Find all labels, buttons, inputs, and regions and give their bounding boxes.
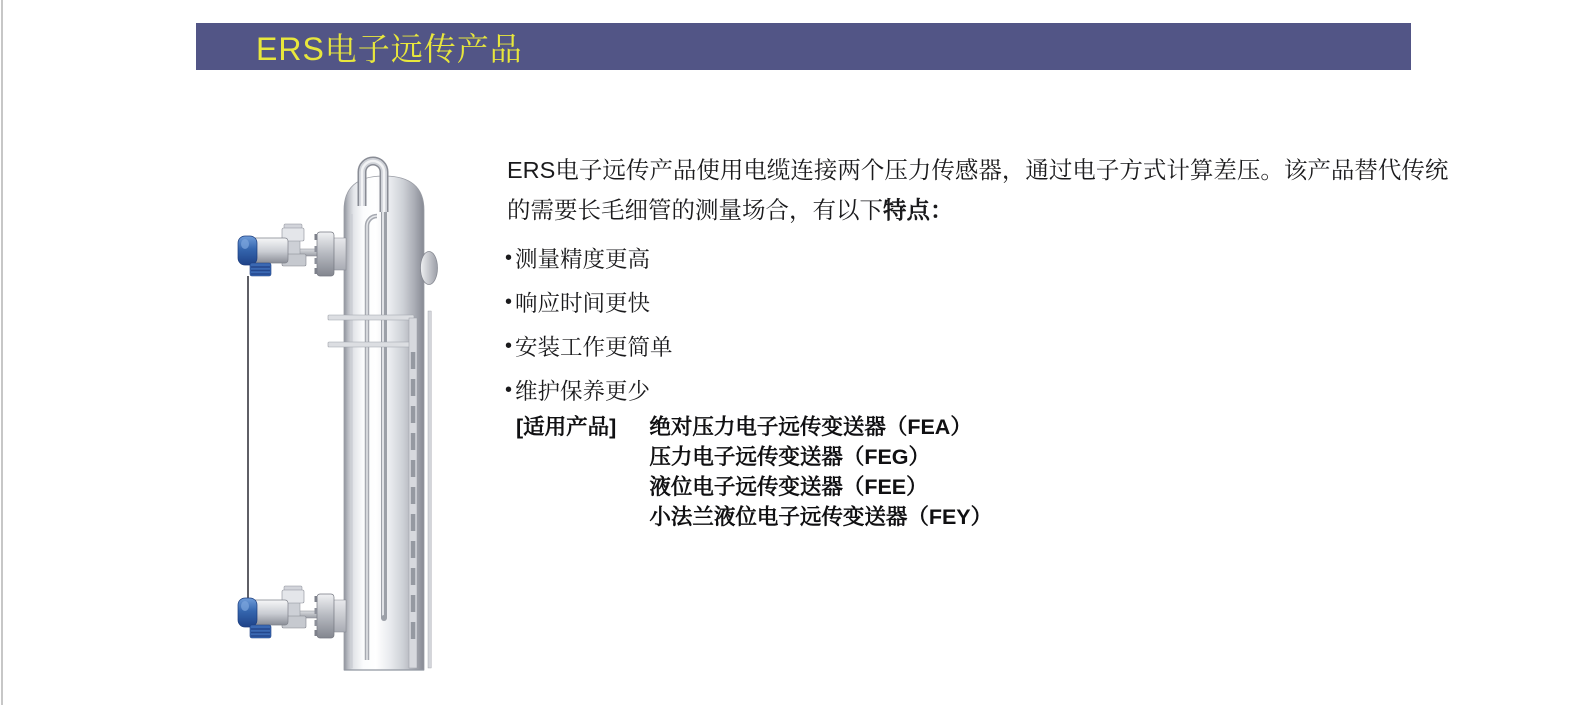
intro-line-1: ERS电子远传产品使用电缆连接两个压力传感器，通过电子方式计算差压。该产品替代传统 [507, 157, 1449, 183]
feature-text: 测量精度更高 [515, 247, 651, 272]
product-list [649, 412, 992, 532]
feature-text: 响应时间更快 [515, 291, 651, 316]
applicable-products [516, 412, 992, 532]
vessel-illustration [228, 150, 448, 680]
product-item: 绝对压力电子远传变送器（FEA） [649, 415, 972, 439]
feature-text: 维护保养更少 [515, 379, 651, 404]
bullet-icon: • [505, 378, 513, 401]
page-edge-line [1, 0, 3, 705]
side-nozzle [421, 252, 438, 285]
product-item: 压力电子远传变送器（FEG） [649, 445, 931, 469]
bullet-icon: • [505, 290, 513, 313]
feature-item [505, 368, 673, 412]
feature-item [505, 280, 673, 324]
transmitter-top [238, 224, 346, 276]
section-title-bar [196, 23, 1411, 70]
feature-item [505, 236, 673, 280]
applicable-products-label: [适用产品] [516, 415, 617, 439]
intro-paragraph [507, 150, 1449, 230]
product-item: 小法兰液位电子远传变送器（FEY） [649, 505, 993, 529]
dip-tube [381, 212, 387, 621]
transmitter-bottom [238, 586, 346, 638]
bullet-icon: • [505, 246, 513, 269]
feature-item [505, 324, 673, 368]
intro-line-2: 的需要长毛细管的测量场合，有以下特点： [507, 197, 954, 223]
feature-list [505, 236, 673, 412]
page-title: ERS电子远传产品 [256, 30, 523, 67]
feature-text: 安装工作更简单 [515, 335, 673, 360]
intro-bold-keyword: 特点： [883, 197, 954, 223]
bullet-icon: • [505, 334, 513, 357]
product-item: 液位电子远传变送器（FEE） [649, 475, 928, 499]
